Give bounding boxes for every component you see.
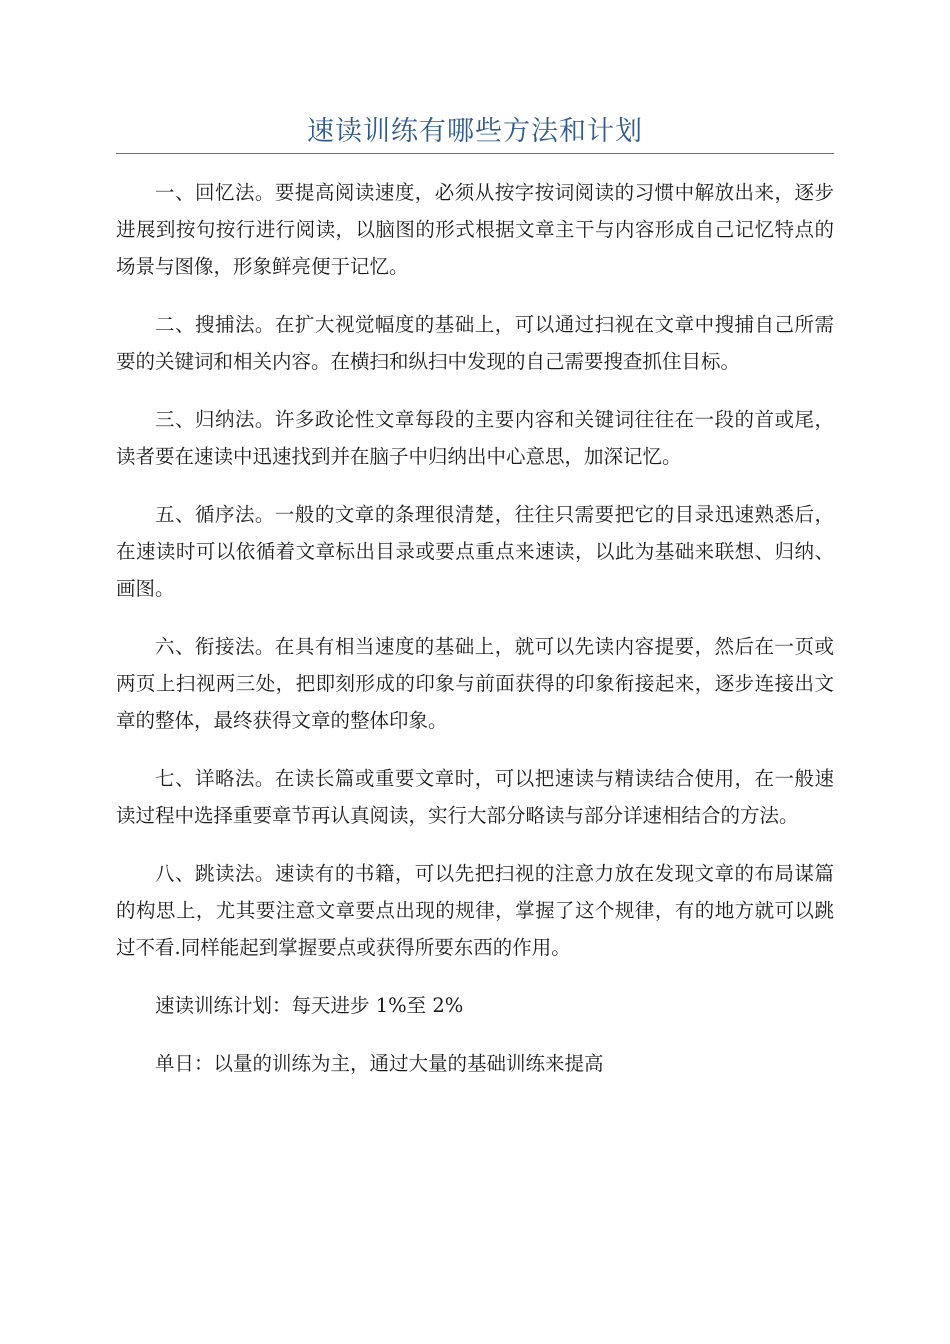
title-underline	[116, 153, 834, 154]
paragraph-linking-method: 六、衔接法。在具有相当速度的基础上，就可以先读内容提要，然后在一页或两页上扫视两三处，把即刻形成的印象与前面获得的印象衔接起来，逐步连接出文章的整体，最终获得文章的整体印象。	[116, 635, 834, 732]
paragraph-induction-method: 三、归纳法。许多政论性文章每段的主要内容和关键词往往在一段的首或尾，读者要在速读中迅速找到并在脑子中归纳出中心意思，加深记忆。	[116, 408, 834, 468]
paragraph-sequence-method: 五、循序法。一般的文章的条理很清楚，往往只需要把它的目录迅速熟悉后，在速读时可以依循着文章标出目录或要点重点来速读，以此为基础来联想、归纳、画图。	[116, 503, 834, 600]
paragraph-training-plan: 速读训练计划：每天进步 1%至 2%	[155, 994, 464, 1017]
paragraph-recall-method: 一、回忆法。要提高阅读速度，必须从按字按词阅读的习惯中解放出来，逐步进展到按句按行进行阅读，以脑图的形式根据文章主干与内容形成自己记忆特点的场景与图像，形象鲜亮便于记忆。	[116, 181, 834, 278]
document-body	[116, 174, 834, 1103]
paragraph-skip-method: 八、跳读法。速读有的书籍，可以先把扫视的注意力放在发现文章的布局谋篇的构思上，尤其要注意文章要点出现的规律，掌握了这个规律，有的地方就可以跳过不看.同样能起到掌握要点或获得所要东西的作用。	[116, 862, 834, 959]
document-title: 速读训练有哪些方法和计划	[307, 116, 643, 147]
paragraph-single-day: 单日：以量的训练为主，通过大量的基础训练来提高	[155, 1052, 604, 1075]
paragraph-detail-method: 七、详略法。在读长篇或重要文章时，可以把速读与精读结合使用，在一般速读过程中选择重要章节再认真阅读，实行大部分略读与部分详速相结合的方法。	[116, 767, 834, 827]
paragraph-search-method: 二、搜捕法。在扩大视觉幅度的基础上，可以通过扫视在文章中搜捕自己所需要的关键词和相关内容。在横扫和纵扫中发现的自己需要搜查抓住目标。	[116, 313, 834, 373]
